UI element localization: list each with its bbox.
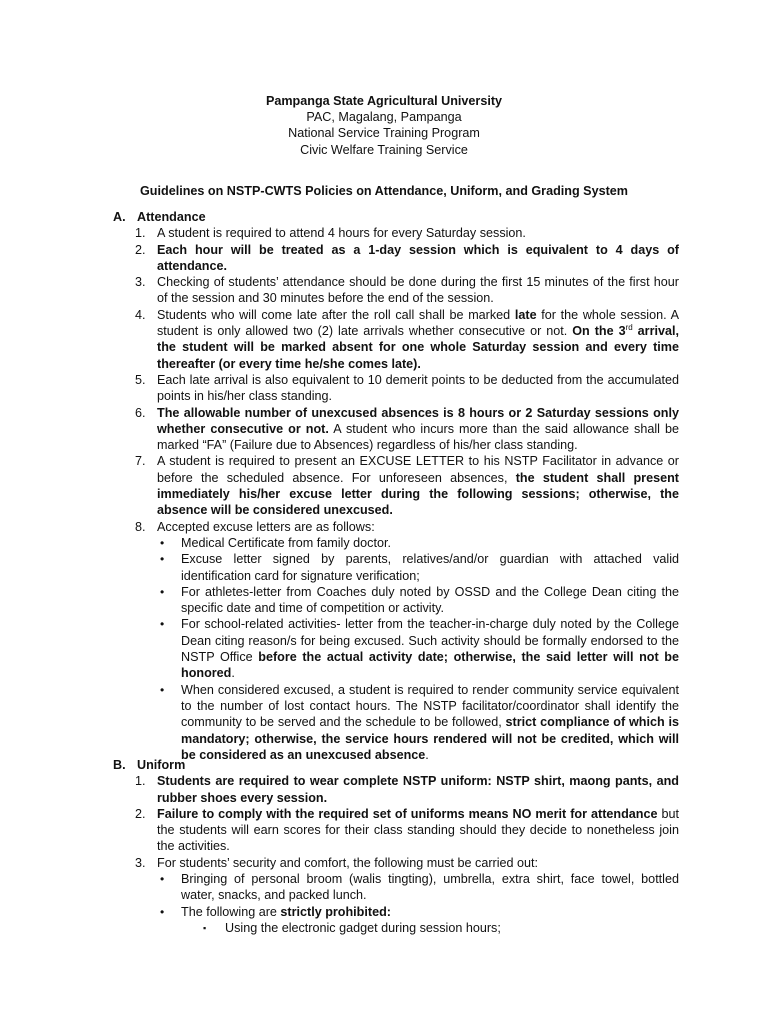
- section-heading: [0, 209, 768, 225]
- bullet-item: [0, 871, 679, 904]
- item-number: 3.: [135, 275, 146, 290]
- bold-text: strict compliance of which is mandatory; otherwise, the service hours rendered will not be credited, which will be considered as an unexcused absence: [181, 715, 679, 762]
- section-title: Uniform: [137, 758, 186, 772]
- section-heading: [0, 757, 768, 773]
- item-number: 5.: [135, 372, 146, 387]
- section-letter: B.: [113, 758, 126, 772]
- bold-text: late: [514, 307, 537, 322]
- numbered-item: [0, 453, 679, 518]
- item-text: Each late arrival is also equivalent to 10 demerit points to be deducted from the accumulated points in his/her class standing.: [157, 372, 679, 404]
- uniform-list: [0, 773, 768, 871]
- item-text: Bringing of personal broom (walis tingting), umbrella, extra shirt, face towel, bottled water, snacks, and packed lunch.: [181, 872, 679, 903]
- numbered-item: [0, 225, 679, 241]
- section-title: Attendance: [137, 210, 206, 224]
- bold-text: The allowable number of unexcused absences is 8 hours or 2 Saturday sessions only whether consecutive or not.: [157, 405, 679, 436]
- item-text: A student who incurs more than the said allowance shall be marked “FA” (Failure due to Absences) regardless of his/her class standing.: [157, 421, 679, 453]
- item-number: 4.: [135, 307, 146, 322]
- bold-text: Failure to comply with the required set of uniforms means NO merit for attendance: [157, 806, 658, 821]
- bullet-dot-icon: •: [160, 872, 165, 887]
- item-number: 7.: [135, 454, 146, 469]
- bullet-item: [0, 682, 679, 763]
- item-number: 1.: [135, 226, 146, 241]
- item-text: A student is required to present an EXCUSE LETTER to his NSTP Facilitator in advance or before the scheduled absence. For unforeseen absences,: [157, 454, 679, 485]
- numbered-item: [0, 242, 679, 275]
- numbered-item: [0, 307, 679, 372]
- bold-text: arrival, the student will be marked absent for one whole Saturday session and every time thereafter (or every time he/she comes late).: [157, 324, 679, 371]
- item-text: For students’ security and comfort, the following must be carried out:: [157, 855, 539, 870]
- document-header: [0, 93, 768, 158]
- item-text: When considered excused, a student is required to render community service equivalent to the number of lost contact hours. The NSTP facilitator/coordinator shall identify the community to be served and the schedule to be followed,: [181, 682, 679, 730]
- bold-text: On the 3: [572, 324, 626, 339]
- bullet-item: [0, 584, 679, 617]
- bullet-dot-icon: •: [160, 535, 165, 550]
- item-text: Students who will come late after the roll call shall be marked: [157, 307, 515, 322]
- university-name: Pampanga State Agricultural University: [265, 94, 503, 108]
- program-name: National Service Training Program: [288, 126, 480, 141]
- square-bullet-item: [0, 920, 679, 936]
- bullet-item: [0, 616, 679, 681]
- item-text: Excuse letter signed by parents, relatives/and/or guardian with attached valid identification card for signature verification;: [181, 552, 679, 583]
- university-address: PAC, Magalang, Pampanga: [306, 110, 462, 125]
- section-letter: A.: [113, 210, 126, 224]
- numbered-item: [0, 405, 679, 454]
- bold-text: the student shall present immediately his/her excuse letter during the following sessions; otherwise, the absence will be considered unexcused.: [157, 470, 679, 518]
- item-text: For school-related activities- letter from the teacher-in-charge duly noted by the College Dean citing reason/s for being excused. Such activity should be formally endorsed to the NSTP Office: [181, 617, 679, 665]
- item-number: 3.: [135, 855, 146, 870]
- item-number: 6.: [135, 405, 146, 420]
- item-text: The following are: [181, 904, 281, 919]
- item-text: Accepted excuse letters are as follows:: [157, 519, 375, 534]
- section-attendance: [0, 209, 768, 777]
- item-number: 1.: [135, 774, 146, 789]
- item-text: Checking of students’ attendance should be done during the first 15 minutes of the first hour of the session and 30 minutes before the end of the session.: [157, 275, 679, 306]
- numbered-item: [0, 855, 679, 871]
- item-text: .: [425, 747, 429, 762]
- bullet-item: [0, 535, 679, 551]
- component-name: Civic Welfare Training Service: [300, 142, 468, 157]
- numbered-item: [0, 372, 679, 405]
- section-uniform: [0, 757, 768, 936]
- numbered-item: [0, 806, 679, 855]
- numbered-item: [0, 519, 679, 535]
- item-number: 2.: [135, 806, 146, 821]
- security-list: [0, 871, 768, 920]
- attendance-list: [0, 225, 768, 535]
- document-title: Guidelines on NSTP-CWTS Policies on Attendance, Uniform, and Grading System: [140, 184, 628, 198]
- bullet-dot-icon: •: [160, 617, 165, 632]
- numbered-item: [0, 773, 679, 806]
- prohibited-list: [0, 920, 768, 936]
- bold-text: Students are required to wear complete NSTP uniform: NSTP shirt, maong pants, and rubber shoes every session.: [157, 774, 679, 805]
- bullet-dot-icon: •: [160, 584, 165, 599]
- item-text: for the whole session. A student is only allowed two (2) late arrivals whether consecutive or not.: [157, 307, 679, 339]
- item-text: Using the electronic gadget during session hours;: [225, 920, 501, 935]
- item-text: A student is required to attend 4 hours for every Saturday session.: [157, 226, 526, 241]
- bold-text: before the actual activity date; otherwise, the said letter will not be honored: [181, 650, 679, 681]
- bullet-dot-icon: •: [160, 904, 165, 919]
- bold-text: Each hour will be treated as a 1-day session which is equivalent to 4 days of attendance.: [157, 242, 679, 273]
- square-bullet-icon: ▪: [203, 922, 207, 933]
- superscript-text: rd: [625, 323, 633, 333]
- item-number: 2.: [135, 242, 146, 257]
- item-text: but the students will earn scores for their class standing should they decide to nonetheless join the activities.: [157, 806, 679, 854]
- bullet-item: [0, 551, 679, 584]
- item-text: .: [231, 666, 235, 681]
- bold-text: strictly prohibited:: [280, 904, 391, 919]
- bullet-dot-icon: •: [160, 552, 165, 567]
- item-text: For athletes-letter from Coaches duly noted by OSSD and the College Dean citing the specific date and time of competition or activity.: [181, 584, 679, 616]
- item-text: Medical Certificate from family doctor.: [181, 535, 391, 550]
- item-number: 8.: [135, 519, 146, 534]
- bullet-item: [0, 904, 679, 920]
- numbered-item: [0, 274, 679, 307]
- bullet-dot-icon: •: [160, 682, 165, 697]
- excuse-list: [0, 535, 768, 777]
